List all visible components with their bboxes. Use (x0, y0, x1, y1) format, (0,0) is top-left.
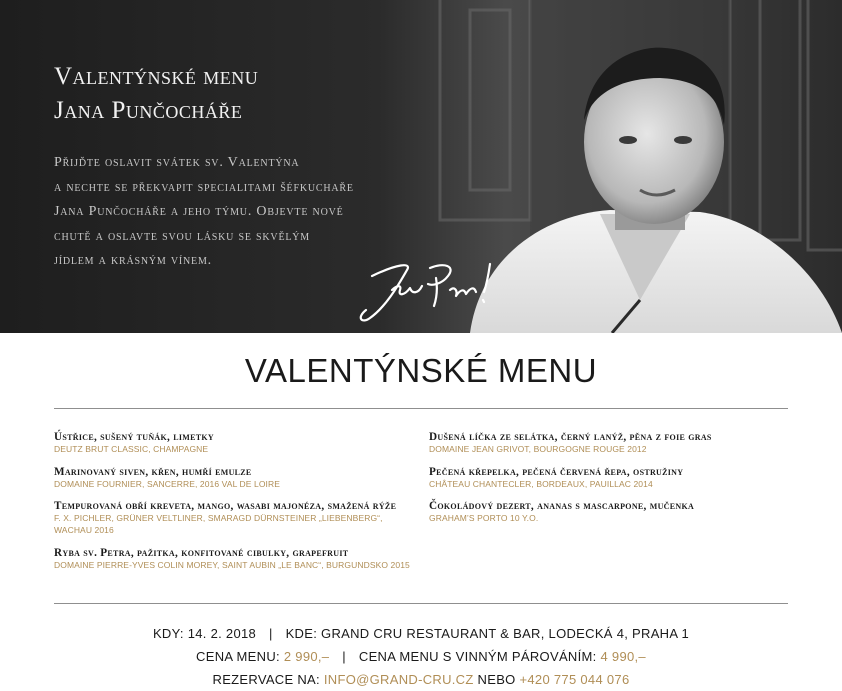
course-dish: Čokoládový dezert, ananas s mascarpone, mučenka (429, 500, 695, 512)
when-value: 14. 2. 2018 (187, 626, 257, 641)
reservation-phone-link[interactable]: +420 775 044 076 (519, 672, 630, 687)
course-wine: CHÂTEAU CHANTECLER, BORDEAUX, PAUILLAC 2014 (429, 478, 653, 489)
course-item (429, 500, 799, 525)
course-dish: Marinovaný siven, křen, humří emulze (54, 465, 252, 478)
hero-title-line-2: Jana Punčocháře (54, 97, 243, 124)
course-dish: Pečená křepelka, pečená červená řepa, ostružiny (429, 465, 684, 478)
reservation-email-link[interactable]: INFO@GRAND-CRU.CZ (323, 672, 474, 687)
course-item (429, 466, 799, 491)
where-label: KDE: (285, 626, 318, 641)
divider-bottom (54, 603, 788, 604)
hero-text-line-4: chutě a oslavte svou lásku se skvělým (54, 228, 310, 244)
hero-text-line-1: Přijďte oslavit svátek sv. Valentýna (54, 155, 300, 170)
price-line (0, 649, 842, 664)
course-dish: Ryba sv. Petra, pažitka, konfitované cibulky, grapefruit (54, 547, 349, 559)
price-wine-value: 4 990,– (600, 649, 646, 664)
price-value: 2 990,– (283, 649, 330, 664)
course-wine: DOMAINE JEAN GRIVOT, BOURGOGNE ROUGE 2012 (429, 444, 647, 454)
separator: | (268, 626, 273, 641)
course-item (54, 466, 414, 491)
hero-text-line-2: a nechte se překvapit specialitami šéfkuchaře (54, 179, 354, 195)
when-label: KDY: (152, 626, 184, 641)
reservation-label: REZERVACE NA: (212, 672, 320, 687)
hero-text-line-5: jídlem a krásným vínem. (54, 253, 212, 268)
course-wine: F. X. PICHLER, GRÜNER VELTLINER, SMARAGD DÜRNSTEINER „LIEBENBERG“, WACHAU 2016 (54, 513, 383, 535)
menu-heading: VALENTÝNSKÉ MENU (244, 352, 598, 389)
course-wine: DEUTZ BRUT CLASSIC, CHAMPAGNE (54, 444, 209, 454)
event-details-line (0, 626, 842, 641)
hero-banner (0, 0, 842, 333)
where-value: GRAND CRU RESTAURANT & BAR, LODECKÁ 4, PRAHA 1 (321, 626, 690, 641)
price-label: CENA MENU: (196, 649, 280, 664)
chef-signature (352, 256, 512, 330)
reservation-line (0, 672, 842, 687)
divider-top (54, 408, 788, 409)
course-dish: Tempurovaná obří kreveta, mango, wasabi majonéza, smažená rýže (54, 500, 397, 512)
hero-title (54, 60, 414, 128)
reservation-or: NEBO (477, 672, 516, 687)
course-wine: DOMAINE FOURNIER, SANCERRE, 2016 VAL DE LOIRE (54, 478, 281, 489)
course-wine: DOMAINE PIERRE-YVES COLIN MOREY, SAINT AUBIN „LE BANC“, BURGUNDSKO 2015 (54, 560, 410, 570)
separator: | (342, 649, 346, 664)
menu-column-left (54, 431, 414, 582)
menu-column-right (429, 431, 799, 535)
course-wine: GRAHAM’S PORTO 10 Y.O. (429, 513, 539, 523)
course-item (54, 500, 414, 536)
hero-title-line-1: Valentýnské menu (54, 63, 259, 90)
course-item (54, 547, 414, 572)
course-item (429, 431, 799, 456)
price-wine-label: CENA MENU S VINNÝM PÁROVÁNÍM: (358, 649, 597, 664)
course-dish: Ústřice, sušený tuňák, limetky (54, 431, 214, 443)
course-item (54, 431, 414, 456)
hero-text-line-3: Jana Punčocháře a jeho týmu. Objevte nové (54, 204, 344, 219)
course-dish: Dušená líčka ze selátka, černý lanýž, pěna z foie gras (429, 431, 712, 443)
